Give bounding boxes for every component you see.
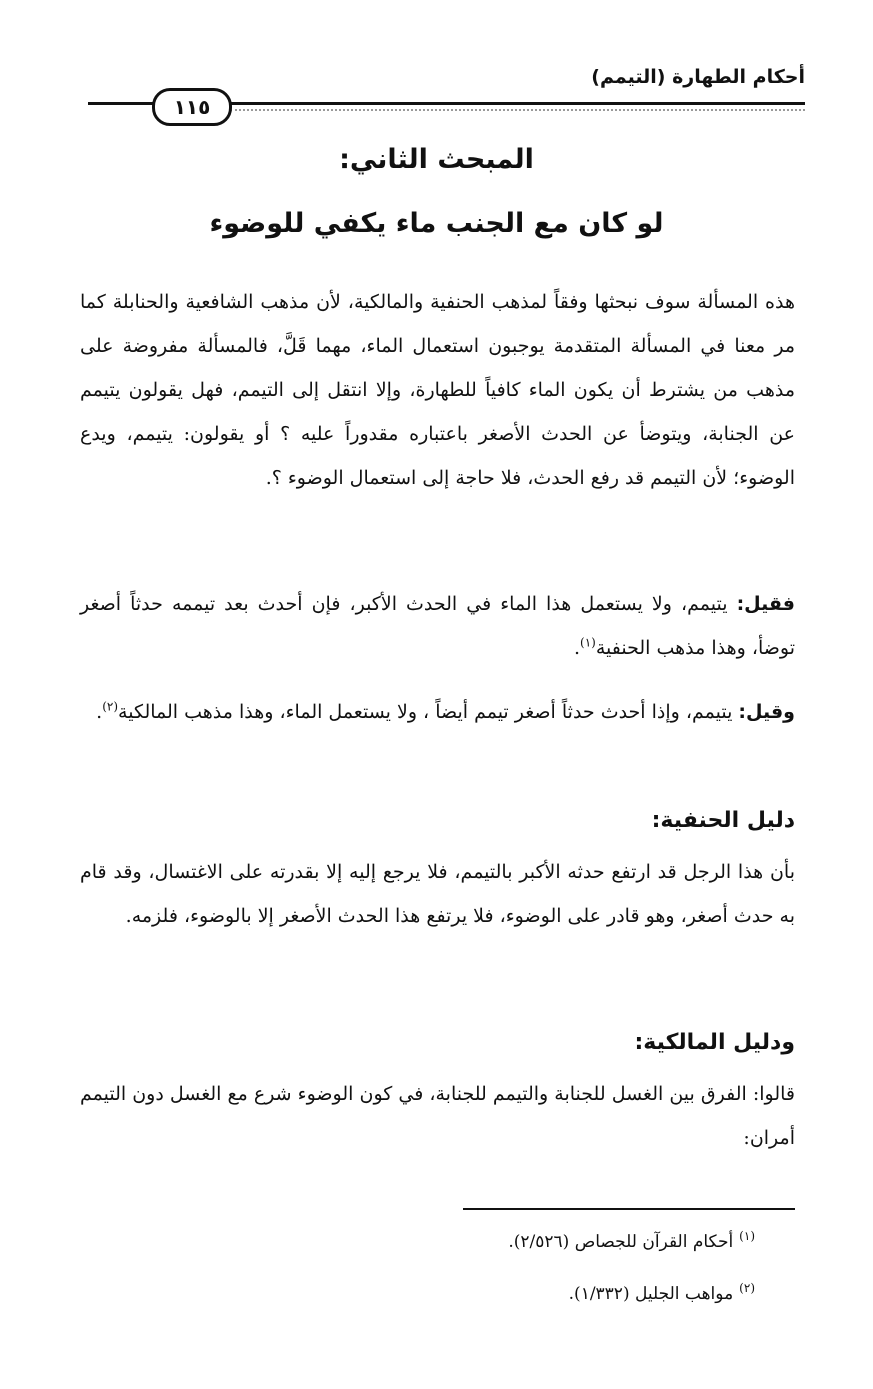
running-title: أحكام الطهارة (التيمم): [591, 66, 805, 88]
first-opinion-lead: فقيل:: [736, 593, 795, 615]
header-rule-dotted: [230, 109, 805, 111]
first-opinion-paragraph: [80, 582, 795, 670]
second-opinion-paragraph: [80, 690, 795, 734]
first-opinion-text: يتيمم، ولا يستعمل هذا الماء في الحدث الأكبر، فإن أحدث بعد تيممه حدثاً أصغر توضأ، وهذا مذهب الحنفية: [80, 593, 795, 659]
hanafi-evidence-paragraph: بأن هذا الرجل قد ارتفع حدثه الأكبر بالتيمم، فلا يرجع إليه إلا بقدرته على الاغتسال، وقد قام به حدث أصغر، وهو قادر على الوضوء، فلا يرتفع هذا الحدث الأصغر إلا بالوضوء، فلزمه.: [80, 861, 795, 927]
intro-paragraph: هذه المسألة سوف نبحثها وفقاً لمذهب الحنفية والمالكية، لأن مذهب الشافعية والحنابلة كما مر معنا في المسألة المتقدمة يوجبون استعمال الماء، مهما قَلَّ، فالمسألة مفروضة على مذهب من يشترط أن يكون الماء كافياً للطهارة، وإلا انتقل إلى التيمم، فهل يقولون يتيمم عن الجنابة، ويتوضأ عن الحدث الأصغر باعتباره مقدوراً عليه ؟ أو يقولون: يتيمم، ويدع الوضوء؛ لأن التيمم قد رفع الحدث، فلا حاجة إلى استعمال الوضوء ؟.: [80, 291, 795, 489]
second-opinion-text: يتيمم، وإذا أحدث حدثاً أصغر تيمم أيضاً ، ولا يستعمل الماء، وهذا مذهب المالكية: [118, 701, 739, 723]
page-number: ١١٥: [152, 88, 232, 126]
footnote-2-mark: (٢): [739, 1281, 755, 1296]
footnote-ref-1: (١): [580, 635, 596, 650]
footnote-2-text: مواهب الجليل (١/٣٣٢).: [568, 1284, 734, 1304]
footnote-1-text: أحكام القرآن للجصاص (٢/٥٢٦).: [508, 1232, 734, 1252]
footnote-1-mark: (١): [739, 1229, 755, 1244]
first-opinion-end: .: [573, 637, 581, 659]
maliki-evidence-paragraph: قالوا: الفرق بين الغسل للجنابة والتيمم للجنابة، في كون الوضوء شرع مع الغسل دون التيمم أمران:: [80, 1083, 795, 1149]
maliki-evidence-heading: ودليل المالكية:: [634, 1030, 795, 1055]
footnote-ref-2: (٢): [102, 699, 119, 714]
section-label: المبحث الثاني:: [339, 144, 534, 175]
footnote-separator: [463, 1208, 795, 1210]
hanafi-evidence-heading: دليل الحنفية:: [651, 808, 795, 833]
second-opinion-lead: وقيل:: [738, 701, 795, 723]
second-opinion-end: .: [96, 701, 103, 723]
section-title: لو كان مع الجنب ماء يكفي للوضوء: [209, 208, 664, 239]
footnote-2: [568, 1281, 755, 1304]
footnote-1: [508, 1229, 755, 1252]
